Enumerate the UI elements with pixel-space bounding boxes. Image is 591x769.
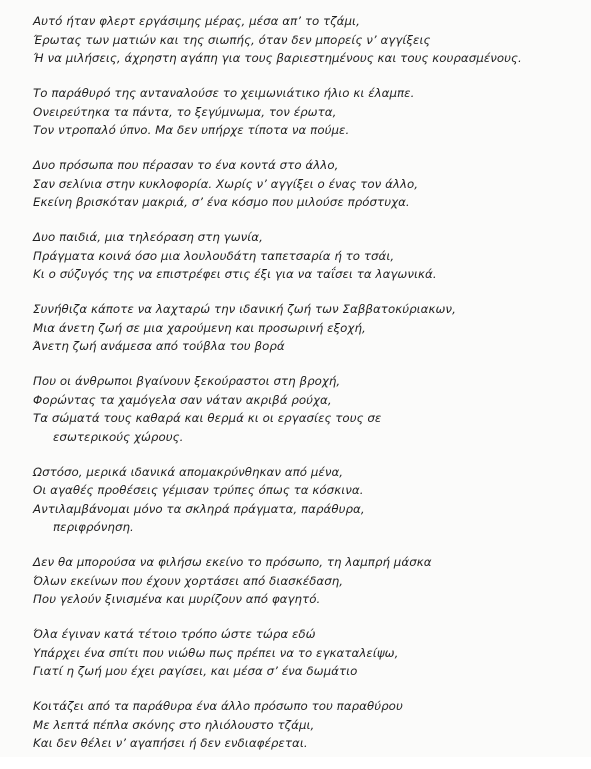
poem-line: Κι ο σύζυγός της να επιστρέφει στις έξι για να ταΐσει τα λαγωνικά. (33, 267, 437, 281)
poem-line: Άνετη ζωή ανάμεσα από τούβλα του βορά (33, 339, 285, 353)
poem-line: Εκείνη βρισκόταν μακριά, σ’ ένα κόσμο που μιλούσε πρόστυχα. (33, 195, 410, 209)
poem-line: Που γελούν ξινισμένα και μυρίζουν από φαγητό. (33, 592, 321, 606)
stanza-4 (33, 228, 583, 284)
poem-line: Οι αγαθές προθέσεις γέμισαν τρύπες όπως τα κόσκινα. (33, 483, 364, 497)
stanza-9 (33, 625, 583, 681)
stanza-6 (33, 372, 583, 446)
stanza-10 (33, 697, 583, 753)
stanza-2 (33, 84, 583, 140)
poem-line: Υπάρχει ένα σπίτι που νιώθω πως πρέπει να το εγκαταλείψω, (33, 645, 399, 660)
stanza-3 (33, 156, 583, 212)
poem-line-continuation: περιφρόνηση. (53, 520, 134, 534)
poem-line: Όλα έγιναν κατά τέτοιο τρόπο ώστε τώρα εδώ (33, 627, 316, 641)
poem-line: Κοιτάζει από τα παράθυρα ένα άλλο πρόσωπο του παραθύρου (33, 699, 403, 713)
stanza-7 (33, 463, 583, 537)
poem-line: Το παράθυρό της ανταναλούσε το χειμωνιάτικο ήλιο κι έλαμπε. (33, 86, 415, 100)
poem-line: Που οι άνθρωποι βγαίνουν ξεκούραστοι στη βροχή, (33, 374, 341, 388)
poem-line: Δυο πρόσωπα που πέρασαν το ένα κοντά στο άλλο, (33, 158, 339, 172)
poem-line: Ωστόσο, μερικά ιδανικά απομακρύνθηκαν από μένα, (33, 464, 344, 479)
poem-line-continuation: εσωτερικούς χώρους. (53, 429, 184, 444)
poem-line: Φορώντας τα χαμόγελα σαν νάταν ακριβά ρούχα, (33, 392, 332, 407)
poem-line: Γιατί η ζωή μου έχει ραγίσει, και μέσα σ’ ένα δωμάτιο (33, 664, 358, 678)
poem-line: Αντιλαμβάνομαι μόνο τα σκληρά πράγματα, παράθυρα, (33, 501, 365, 516)
poem-body (33, 12, 583, 769)
poem-line: Δεν θα μπορούσα να φιλήσω εκείνο το πρόσωπο, τη λαμπρή μάσκα (33, 555, 432, 569)
stanza-8 (33, 553, 583, 609)
stanza-1 (33, 12, 583, 68)
poem-line: Ονειρεύτηκα τα πάντα, το ξεγύμνωμα, τον έρωτα, (33, 104, 337, 119)
poem-line: Πράγματα κοινά όσο μια λουλουδάτη ταπετσαρία ή το τσάι, (33, 248, 395, 263)
poem-line: Αυτό ήταν φλερτ εργάσιμης μέρας, μέσα απ’ το τζάμι, (33, 14, 360, 28)
poem-line: Έρωτας των ματιών και της σιωπής, όταν δεν μπορείς ν’ αγγίξεις (33, 32, 431, 47)
poem-line: Δυο παιδιά, μια τηλεόραση στη γωνία, (33, 230, 263, 244)
poem-line: Όλων εκείνων που έχουν χορτάσει από διασκέδαση, (33, 573, 344, 588)
poem-line: Σαν σελίνια στην κυκλοφορία. Χωρίς ν’ αγγίξει ο ένας τον άλλο, (33, 176, 419, 191)
poem-line: Τον ντροπαλό ύπνο. Μα δεν υπήρχε τίποτα να πούμε. (33, 123, 350, 137)
stanza-5 (33, 300, 583, 356)
poem-line: Μια άνετη ζωή σε μια χαρούμενη και προσωρινή εξοχή, (33, 320, 366, 335)
poem-line: Με λεπτά πέπλα σκόνης στο ηλιόλουστο τζάμι, (33, 717, 315, 732)
poem-line: Ή να μιλήσεις, άχρηστη αγάπη για τους βαριεστημένους και τους κουρασμένους. (33, 51, 522, 65)
poem-line: Συνήθιζα κάποτε να λαχταρώ την ιδανική ζωή των Σαββατοκύριακων, (33, 302, 456, 316)
poem-line: Τα σώματά τους καθαρά και θερμά κι οι εργασίες τους σε (33, 411, 382, 425)
poem-line: Και δεν θέλει ν’ αγαπήσει ή δεν ενδιαφέρεται. (33, 736, 308, 750)
